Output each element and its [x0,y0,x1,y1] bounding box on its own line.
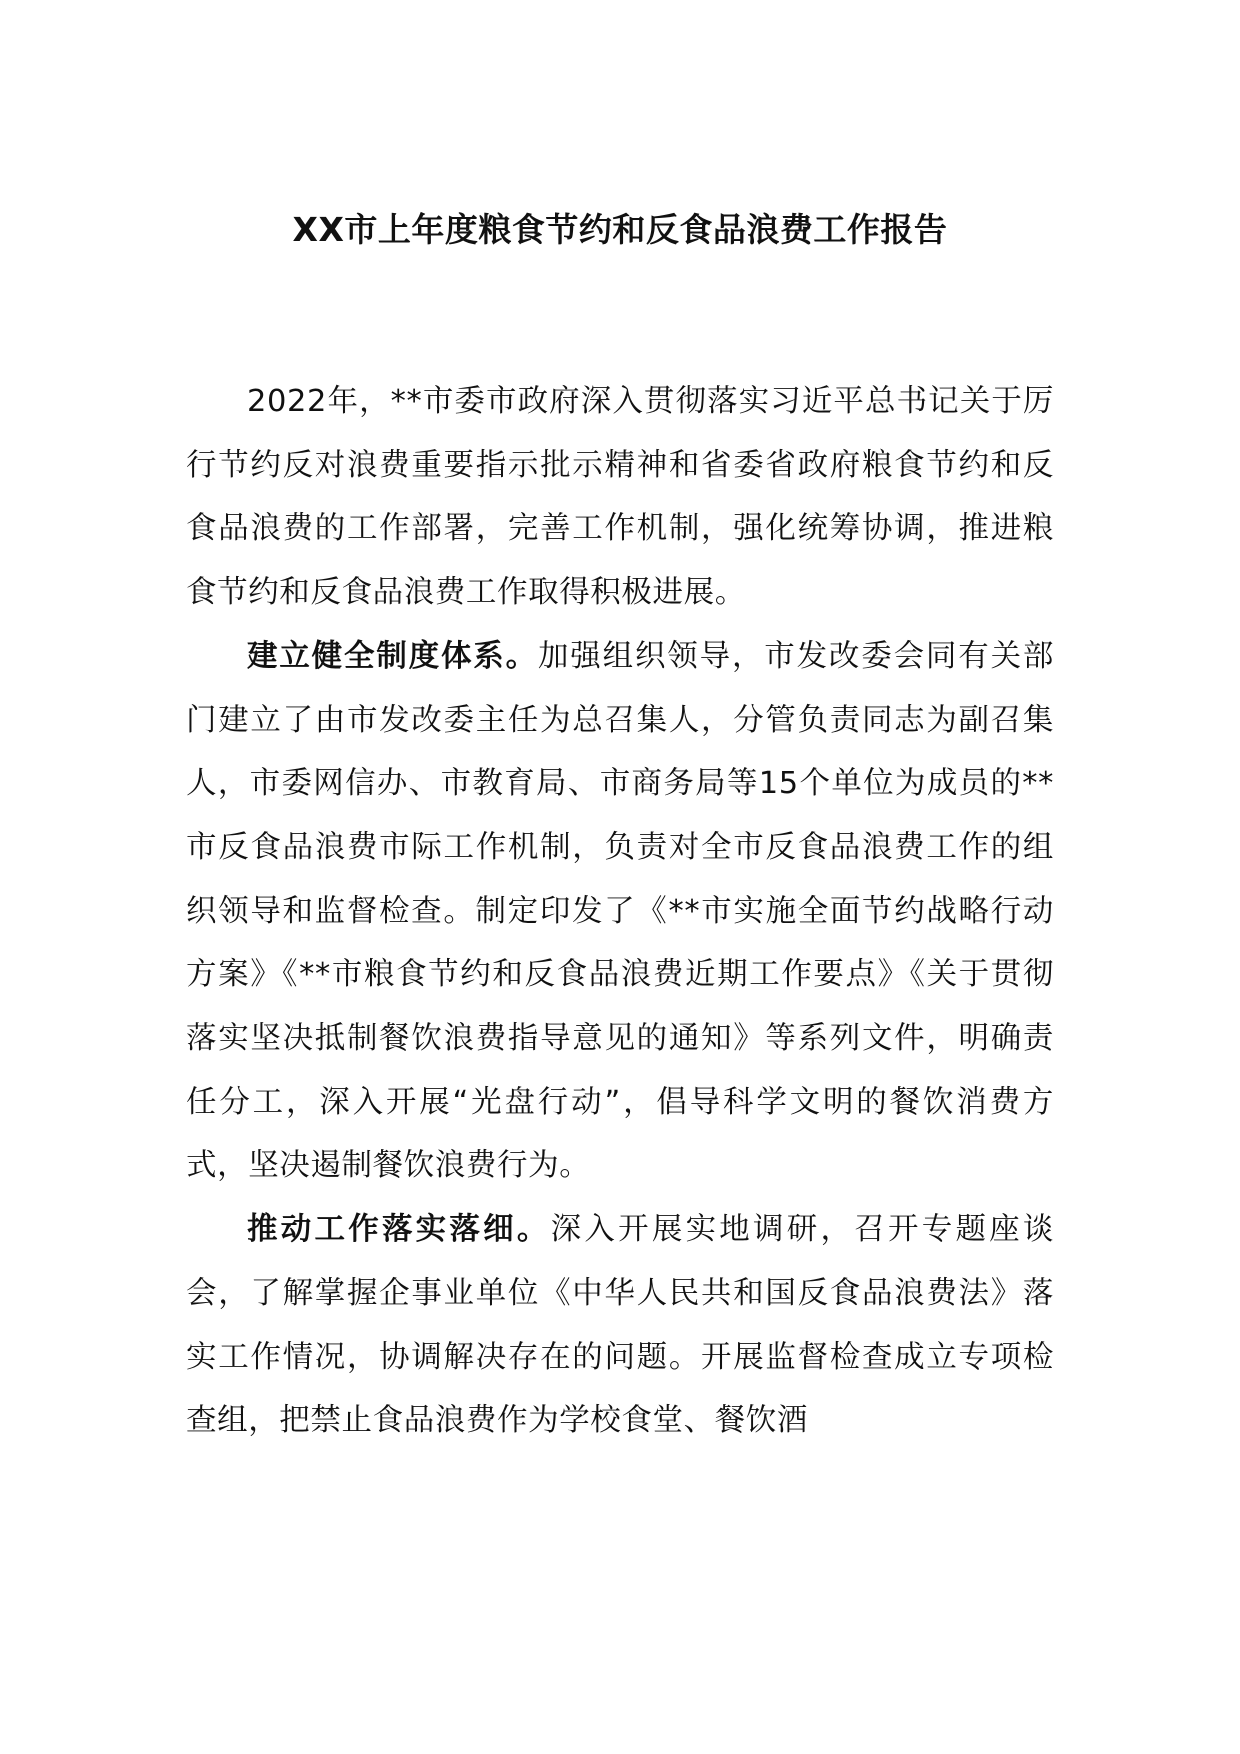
document-title: XX市上年度粮食节约和反食品浪费工作报告 [292,210,948,249]
paragraph-intro-text: 2022年，**市委市政府深入贯彻落实习近平总书记关于厉行节约反对浪费重要指示批示精神和省委省政府粮食节约和反食品浪费的工作部署，完善工作机制，强化统筹协调，推进粮食节约和反食品浪费工作取得积极进展。 [186,384,1054,611]
paragraph-system [186,625,1054,1198]
paragraph-system-heading: 建立健全制度体系。 [247,638,538,674]
paragraph-implementation [186,1198,1054,1453]
paragraph-system-text: 加强组织领导，市发改委会同有关部门建立了由市发改委主任为总召集人，分管负责同志为副召集人，市委网信办、市教育局、市商务局等15个单位为成员的**市反食品浪费市际工作机制，负责对全市反食品浪费工作的组织领导和监督检查。制定印发了《**市实施全面节约战略行动方案》《**市粮食节约和反食品浪费近期工作要点》《关于贯彻落实坚决抵制餐饮浪费指导意见的通知》等系列文件，明确责任分工，深入开展“光盘行动”，倡导科学文明的餐饮消费方式，坚决遏制餐饮浪费行为。 [186,638,1054,1184]
document-body [186,370,1054,1453]
paragraph-implementation-heading: 推动工作落实落细。 [247,1212,551,1248]
paragraph-intro [186,370,1054,625]
paragraph-implementation-text: 深入开展实地调研，召开专题座谈会，了解掌握企事业单位《中华人民共和国反食品浪费法》落实工作情况，协调解决存在的问题。开展监督检查成立专项检查组，把禁止食品浪费作为学校食堂、餐饮酒 [186,1212,1055,1439]
